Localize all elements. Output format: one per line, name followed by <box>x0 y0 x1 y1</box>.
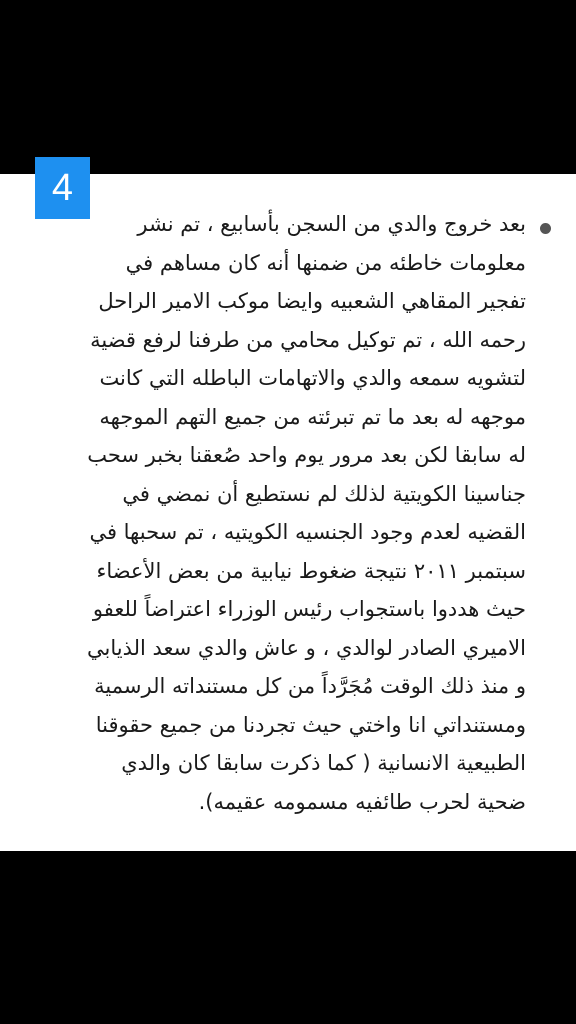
paragraph-line: سبتمبر ٢٠١١ نتيجة ضغوط نيابية من بعض الأعضاء <box>96 558 526 583</box>
paragraph-line: موجهه له بعد ما تم تبرئته من جميع التهم الموجهه <box>99 404 526 429</box>
paragraph-line: لتشويه سمعه والدي والاتهامات الباطله التي كانت <box>99 366 526 390</box>
paragraph-line: بعد خروج والدي من السجن بأسابيع ، تم نشر <box>137 212 526 236</box>
paragraph-line: الاميري الصادر لوالدي ، و عاش والدي سعد الذيابي <box>86 635 526 660</box>
paragraph-line: الطبيعية الانسانية ( كما ذكرت سابقا كان والدي <box>121 751 526 775</box>
page-number-badge: 4 <box>35 157 90 219</box>
bullet-dot-icon <box>540 223 551 234</box>
bottom-black-bar <box>0 851 576 1024</box>
paragraph-line: حيث هددوا باستجواب رئيس الوزراء اعتراضاً للعفو <box>92 597 526 621</box>
paragraph-line: تفجير المقاهي الشعبيه وايضا موكب الامير الراحل <box>98 289 526 313</box>
paragraph-line: و منذ ذلك الوقت مُجَرَّداً من كل مستنداته الرسمية <box>94 674 526 698</box>
paragraph-line: معلومات خاطئه من ضمنها أنه كان مساهم في <box>125 250 526 275</box>
paragraph-line: ضحية لحرب طائفيه مسمومه عقيمه). <box>198 789 526 814</box>
paragraph-line: له سابقا لكن بعد مرور يوم واحد صُعقنا بخبر سحب <box>87 443 526 467</box>
paragraph-line: القضيه لعدم وجود الجنسيه الكويتيه ، تم سحبها في <box>89 520 526 544</box>
paragraph-line: ومستنداتي انا واختي حيث تجردنا من جميع حقوقنا <box>95 712 526 737</box>
paragraph-text <box>38 205 526 821</box>
top-black-bar <box>0 0 576 174</box>
paragraph-line: رحمه الله ، تم توكيل محامي من طرفنا لرفع قضية <box>90 327 526 352</box>
paragraph-line: جناسينا الكويتية لذلك لم نستطيع أن نمضي في <box>122 481 526 506</box>
